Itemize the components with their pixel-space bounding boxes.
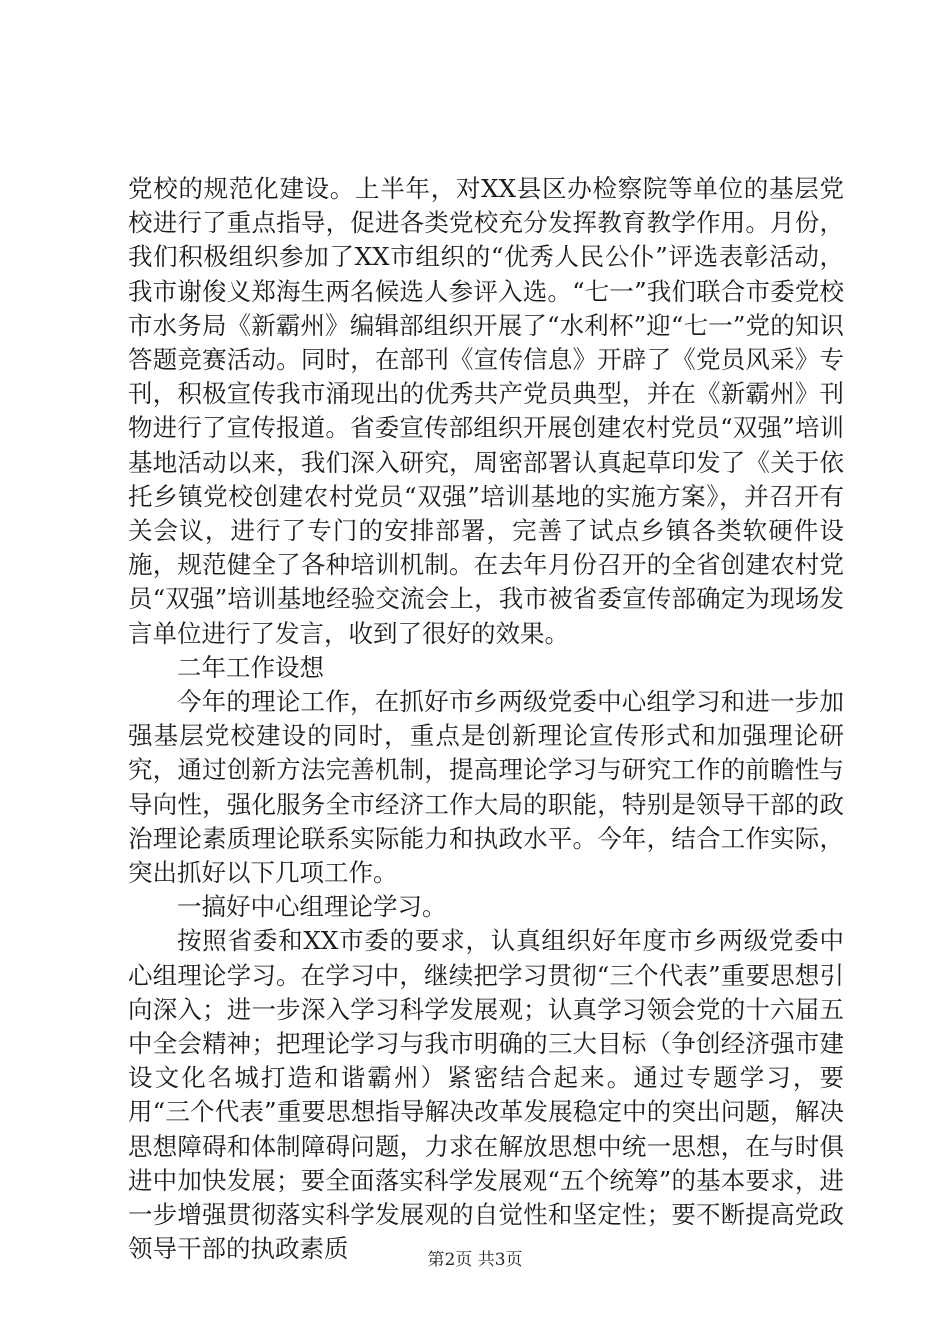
page-number-footer: 第2页 共3页 xyxy=(427,1250,523,1270)
paragraph-study-requirements: 按照省委和XX市委的要求，认真组织好年度市乡两级党委中心组理论学习。在学习中，继续把学习贯彻“三个代表”重要思想引向深入；进一步深入学习科学发展观；认真学习领会党的十六届五中全会精神；把理论学习与我市明确的三大目标（争创经济强市建设文化名城打造和谐霸州）紧密结合起来。通过专题学习，要用“三个代表”重要思想指导解决改革发展稳定中的突出问题，解决思想障碍和体制障碍问题，力求在解放思想中统一思想，在与时俱进中加快发展；要全面落实科学发展观“五个统筹”的基本要求，进一步增强贯彻落实科学发展观的自觉性和坚定性；要不断提高党政领导干部的执政素质 xyxy=(128,926,844,1264)
section-heading-work-plan: 二年工作设想 xyxy=(177,652,324,682)
document-body xyxy=(128,172,844,1267)
paragraph-theory-work: 今年的理论工作，在抓好市乡两级党委中心组学习和进一步加强基层党校建设的同时，重点是创新理论宣传形式和加强理论研究，通过创新方法完善机制，提高理论学习与研究工作的前瞻性与导向性，强化服务全市经济工作大局的职能，特别是领导干部的政治理论素质理论联系实际能力和执政水平。今年，结合工作实际，突出抓好以下几项工作。 xyxy=(128,687,844,888)
paragraph-continuation: 党校的规范化建设。上半年，对XX县区办检察院等单位的基层党校进行了重点指导，促进各类党校充分发挥教育教学作用。月份，我们积极组织参加了XX市组织的“优秀人民公仆”评选表彰活动，我市谢俊义郑海生两名候选人参评入选。“七一”我们联合市委党校市水务局《新霸州》编辑部组织开展了“水利杯”迎“七一”党的知识答题竞赛活动。同时，在部刊《宣传信息》开辟了《党员风采》专刊，积极宣传我市涌现出的优秀共产党员典型，并在《新霸州》刊物进行了宣传报道。省委宣传部组织开展创建农村党员“双强”培训基地活动以来，我们深入研究，周密部署认真起草印发了《关于依托乡镇党校创建农村党员“双强”培训基地的实施方案》，并召开有关会议，进行了专门的安排部署，完善了试点乡镇各类软硬件设施，规范健全了各种培训机制。在去年月份召开的全省创建农村党员“双强”培训基地经验交流会上，我市被省委宣传部确定为现场发言单位进行了发言，收到了很好的效果。 xyxy=(128,174,844,648)
subheading-central-group-study: 一搞好中心组理论学习。 xyxy=(177,892,447,922)
